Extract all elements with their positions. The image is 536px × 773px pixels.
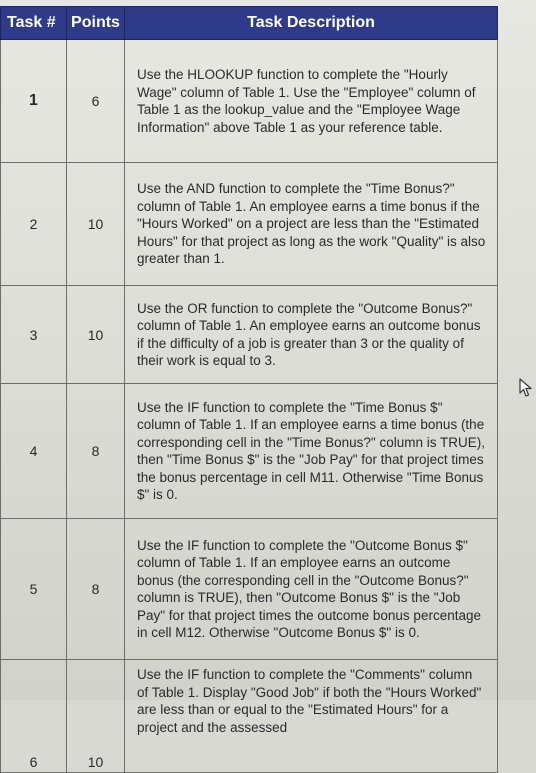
task-description-cell: Use the AND function to complete the "Time Bonus?" column of Table 1. An employee earns a time bonus if the "Hours Worked" on a project are less than the "Estimated Hours" for that project as long as the work "Quality" is also greater than 1. <box>125 163 498 286</box>
task-description-cell: Use the HLOOKUP function to complete the "Hourly Wage" column of Table 1. Use the "Employee" column of Table 1 as the lookup_value and the "Employee Wage Information" above Table 1 as your reference table. <box>125 40 498 163</box>
table-row <box>1 519 498 660</box>
table-row <box>1 286 498 384</box>
points-header: Points <box>67 7 125 40</box>
table-row <box>1 384 498 519</box>
points-cell: 10 <box>67 286 125 384</box>
table-header-row <box>1 7 498 40</box>
task-number-header: Task # <box>1 7 67 40</box>
points-cell: 10 <box>67 163 125 286</box>
table-row <box>1 40 498 163</box>
task-description-cell: Use the OR function to complete the "Outcome Bonus?" column of Table 1. An employee earns an outcome bonus if the difficulty of a job is greater than 3 or the quality of their work is equal to 3. <box>125 286 498 384</box>
task-number-cell: 5 <box>1 519 67 660</box>
task-number-cell: 2 <box>1 163 67 286</box>
task-description-header: Task Description <box>125 7 498 40</box>
points-cell: 8 <box>67 519 125 660</box>
task-number-cell: 1 <box>1 40 67 163</box>
task-table <box>0 6 498 773</box>
points-cell: 8 <box>67 384 125 519</box>
table-row <box>1 660 498 773</box>
task-number-cell: 6 <box>1 660 67 773</box>
task-description-cell: Use the IF function to complete the "Comments" column of Table 1. Display "Good Job" if both the "Hours Worked" are less than or equal to the "Estimated Hours" for a project and the assessed <box>125 660 498 773</box>
mouse-pointer-icon <box>518 378 534 398</box>
points-cell: 6 <box>67 40 125 163</box>
task-description-cell: Use the IF function to complete the "Time Bonus $" column of Table 1. If an employee earns a time bonus (the corresponding cell in the "Time Bonus?" column is TRUE), then "Time Bonus $" is the "Job Pay" for that project times the bonus percentage in cell M11. Otherwise "Time Bonus $" is 0. <box>125 384 498 519</box>
task-number-cell: 4 <box>1 384 67 519</box>
task-number-cell: 3 <box>1 286 67 384</box>
points-cell: 10 <box>67 660 125 773</box>
table-row <box>1 163 498 286</box>
task-description-cell: Use the IF function to complete the "Outcome Bonus $" column of Table 1. If an employee earns an outcome bonus (the corresponding cell in the "Outcome Bonus?" column is TRUE), then "Outcome Bonus $" is the "Job Pay" for that project times the outcome bonus percentage in cell M12. Otherwise "Outcome Bonus $" is 0. <box>125 519 498 660</box>
